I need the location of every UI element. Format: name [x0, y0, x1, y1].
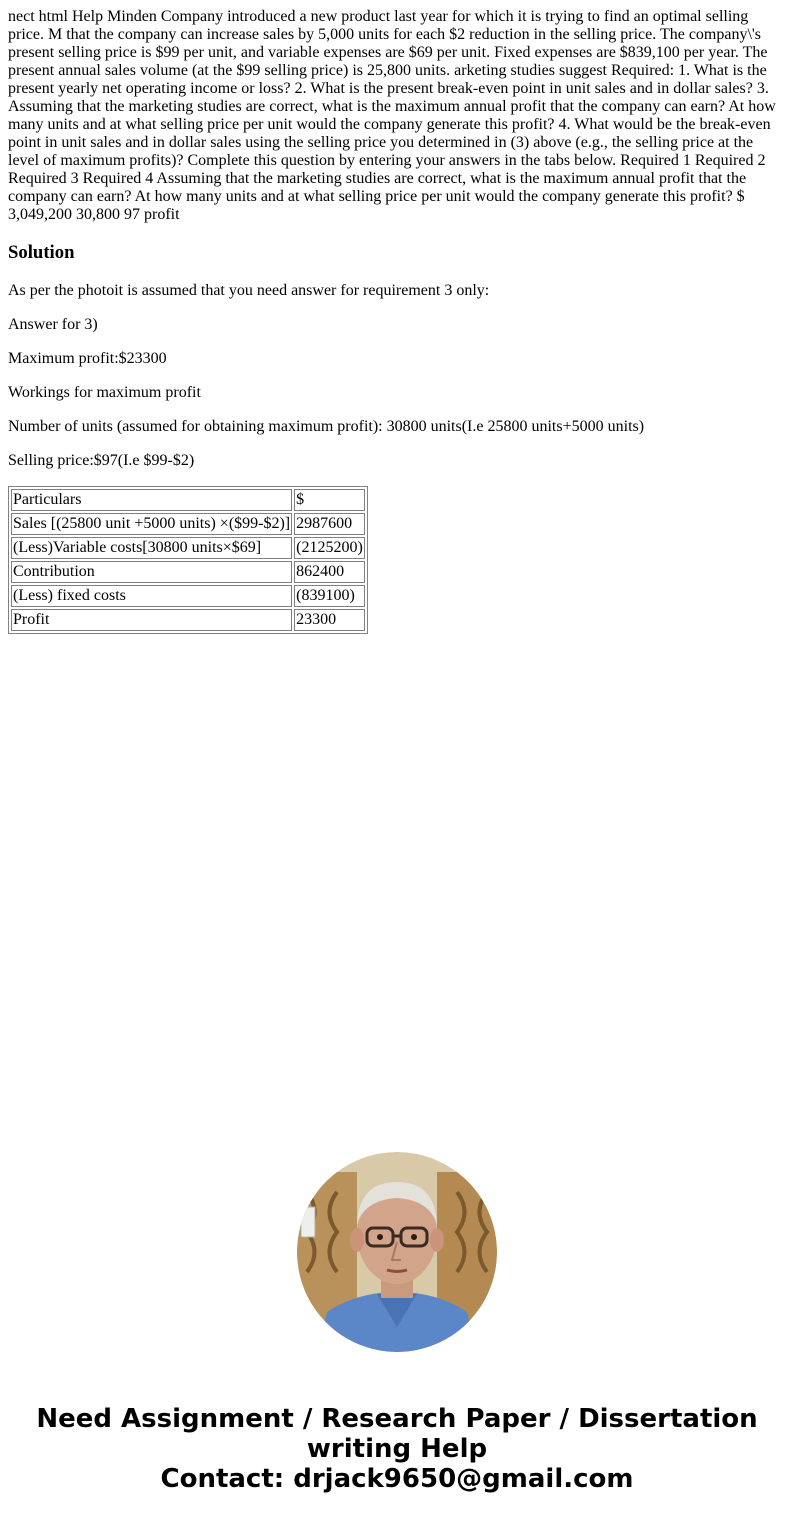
- table-row: [11, 489, 365, 511]
- avatar-portrait: [297, 1152, 497, 1352]
- question-text: nect html Help Minden Company introduced a new product last year for which it is trying to find an optimal selling price. M that the company can increase sales by 5,000 units for each $2 reduction in the selling price. The company\'s present selling price is $99 per unit, and variable expenses are $69 per unit. Fixed expenses are $839,100 per year. The present annual sales volume (at the $99 selling price) is 25,800 units. arketing studies suggest Required: 1. What is the present yearly net operating income or loss? 2. What is the present break-even point in unit sales and in dollar sales? 3. Assuming that the marketing studies are correct, what is the maximum annual profit that the company can earn? At how many units and at what selling price per unit would the company generate this profit? 4. What would be the break-even point in unit sales and in dollar sales using the selling price you determined in (3) above (e.g., the selling price at the level of maximum profits)? Complete this question by entering your answers in the tabs below. Required 1 Required 2 Required 3 Required 4 Assuming that the marketing studies are correct, what is the maximum annual profit that the company can earn? At how many units and at what selling price per unit would the company generate this profit? $ 3,049,200 30,800 97 profit: [8, 8, 776, 223]
- table-cell-label: (Less) fixed costs: [11, 585, 292, 607]
- maximum-profit: Maximum profit:$23300: [8, 350, 167, 367]
- footer-line-2: writing Help: [306, 1434, 488, 1464]
- table-cell-label: Sales [(25800 unit +5000 units) ×($99-$2)]: [11, 513, 292, 535]
- document-body: [8, 8, 786, 634]
- table-cell-value: 2987600: [294, 513, 365, 535]
- table-cell-value: (839100): [294, 585, 365, 607]
- table-row: [11, 609, 365, 631]
- avatar: [297, 1152, 497, 1352]
- profit-workings-table: [8, 486, 368, 634]
- table-cell-value: $: [294, 489, 365, 511]
- table-cell-label: Particulars: [11, 489, 292, 511]
- table-row: [11, 585, 365, 607]
- footer-line-1: Need Assignment / Research Paper / Dissertation: [36, 1404, 758, 1434]
- number-of-units: Number of units (assumed for obtaining maximum profit): 30800 units(I.e 25800 units+5000 units): [8, 418, 645, 435]
- table-cell-value: 23300: [294, 609, 365, 631]
- table-cell-value: (2125200): [294, 537, 365, 559]
- workings-heading: Workings for maximum profit: [8, 384, 201, 401]
- table-row: [11, 513, 365, 535]
- selling-price: Selling price:$97(I.e $99-$2): [8, 452, 195, 469]
- table-row: [11, 537, 365, 559]
- table-cell-label: Profit: [11, 609, 292, 631]
- footer-contact-email: Contact: drjack9650@gmail.com: [160, 1464, 634, 1494]
- contact-footer: [0, 1404, 794, 1494]
- table-cell-label: (Less)Variable costs[30800 units×$69]: [11, 537, 292, 559]
- solution-heading: Solution: [8, 242, 75, 263]
- table-row: [11, 561, 365, 583]
- table-cell-label: Contribution: [11, 561, 292, 583]
- solution-intro: As per the photoit is assumed that you need answer for requirement 3 only:: [8, 282, 490, 299]
- answer-label: Answer for 3): [8, 316, 98, 333]
- table-cell-value: 862400: [294, 561, 365, 583]
